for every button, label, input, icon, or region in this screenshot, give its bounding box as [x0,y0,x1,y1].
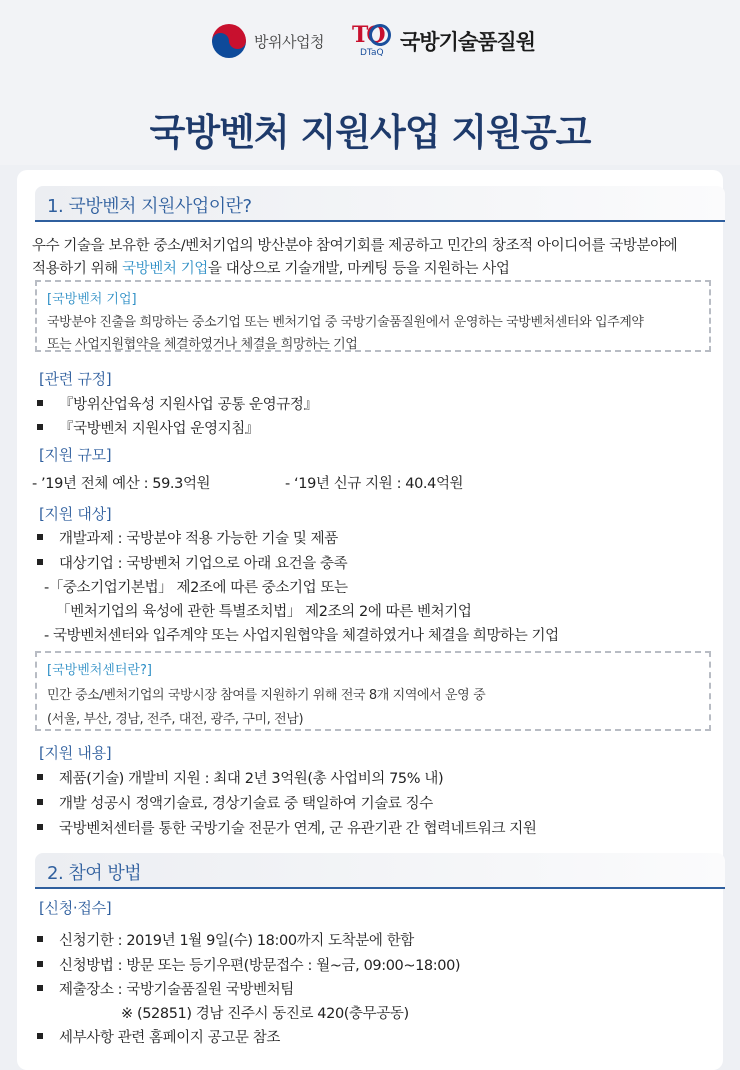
bullet-icon [37,824,43,830]
apply-heading: [신청·접수] [39,899,112,917]
taegeuk-emblem-icon [212,24,246,58]
scale-heading: [지원 규모] [39,446,112,464]
apply-deadline: 신청기한 : 2019년 1월 9일(수) 18:00까지 도착분에 한함 [59,933,414,949]
page-header [0,0,740,165]
apply-place: 제출장소 : 국방기술품질원 국방벤처팀 [59,982,294,998]
section-2-title: 2. 참여 방법 [47,863,142,884]
content-item-3: 국방벤처센터를 통한 국방기술 전문가 연계, 군 유관기관 간 협력네트워크 지원 [59,821,537,837]
bullet-icon [37,534,43,540]
target-sub-2: 「벤처기업의 육성에 관한 특별조치법」 제2조의 2에 따른 벤처기업 [56,604,472,620]
content-heading: [지원 내용] [39,744,112,762]
logo-bar [0,22,740,62]
scale-total: - ’19년 전체 예산 : 59.3억원 [32,476,211,492]
defense-venture-definition-box [35,280,711,352]
dapa-logo[interactable] [212,24,324,58]
bullet-icon [37,799,43,805]
box1-title: [국방벤처 기업] [47,292,137,307]
regulation-item-2: 『국방벤처 지원사업 운영지침』 [59,421,259,437]
dtaq-logo[interactable] [352,22,535,60]
page-title: 국방벤처 지원사업 지원공고 [149,111,591,154]
content-item-2: 개발 성공시 정액기술료, 경상기술료 중 택일하여 기술료 징수 [59,796,433,812]
section-1-header [35,186,725,222]
target-item-1: 개발과제 : 국방분야 적용 가능한 기술 및 제품 [59,531,338,547]
bullet-icon [37,774,43,780]
intro-line-2: 적용하기 위해 국방벤처 기업을 대상으로 기술개발, 마케팅 등을 지원하는 사업 [32,261,510,277]
target-sub-3: - 국방벤처센터와 입주계약 또는 사업지원협약을 체결하였거나 체결을 희망하는 기업 [44,628,559,644]
section-2-header [35,853,725,889]
apply-homepage-note: 세부사항 관련 홈페이지 공고문 참조 [59,1030,280,1046]
regulation-item-1: 『방위산업육성 지원사업 공통 운영규정』 [59,397,318,413]
box1-line-2: 또는 사업지원협약을 체결하였거나 체결을 희망하는 기업 [47,337,358,352]
apply-address: ※ (52851) 경남 진주시 동진로 420(충무공동) [121,1006,409,1022]
bullet-icon [37,961,43,967]
regulations-heading: [관련 규정] [39,370,112,388]
dtaq-emblem-icon: TQ DTaQ [352,22,396,60]
content-card [17,170,723,1070]
intro-highlight: 국방벤처 기업 [122,261,208,277]
bullet-icon [37,400,43,406]
box2-line-1: 민간 중소/벤처기업의 국방시장 참여를 지원하기 위해 전국 8개 지역에서 운영 중 [47,688,486,703]
scale-new: - ‘19년 신규 지원 : 40.4억원 [285,476,464,492]
bullet-icon [37,985,43,991]
venture-center-box [35,651,711,731]
target-heading: [지원 대상] [39,505,112,523]
bullet-icon [37,559,43,565]
bullet-icon [37,1033,43,1039]
apply-method: 신청방법 : 방문 또는 등기우편(방문접수 : 월~금, 09:00~18:00) [59,958,461,974]
box2-line-2: (서울, 부산, 경남, 전주, 대전, 광주, 구미, 전남) [47,712,304,727]
bullet-icon [37,936,43,942]
content-item-1: 제품(기술) 개발비 지원 : 최대 2년 3억원(총 사업비의 75% 내) [59,771,444,787]
section-1-title: 1. 국방벤처 지원사업이란? [47,196,252,217]
dtaq-name: 국방기술품질원 [400,30,536,54]
target-item-2: 대상기업 : 국방벤처 기업으로 아래 요건을 충족 [59,556,348,572]
target-sub-1: -「중소기업기본법」 제2조에 따른 중소기업 또는 [44,580,348,596]
box2-title: [국방벤처센터란?] [47,663,152,678]
dapa-name: 방위사업청 [254,32,324,51]
box1-line-1: 국방분야 진출을 희망하는 중소기업 또는 벤처기업 중 국방기술품질원에서 운영하는 국방벤처센터와 입주계약 [47,315,644,330]
bullet-icon [37,424,43,430]
intro-line-1: 우수 기술을 보유한 중소/벤처기업의 방산분야 참여기회를 제공하고 민간의 창조적 아이디어를 국방분야에 [32,238,678,254]
